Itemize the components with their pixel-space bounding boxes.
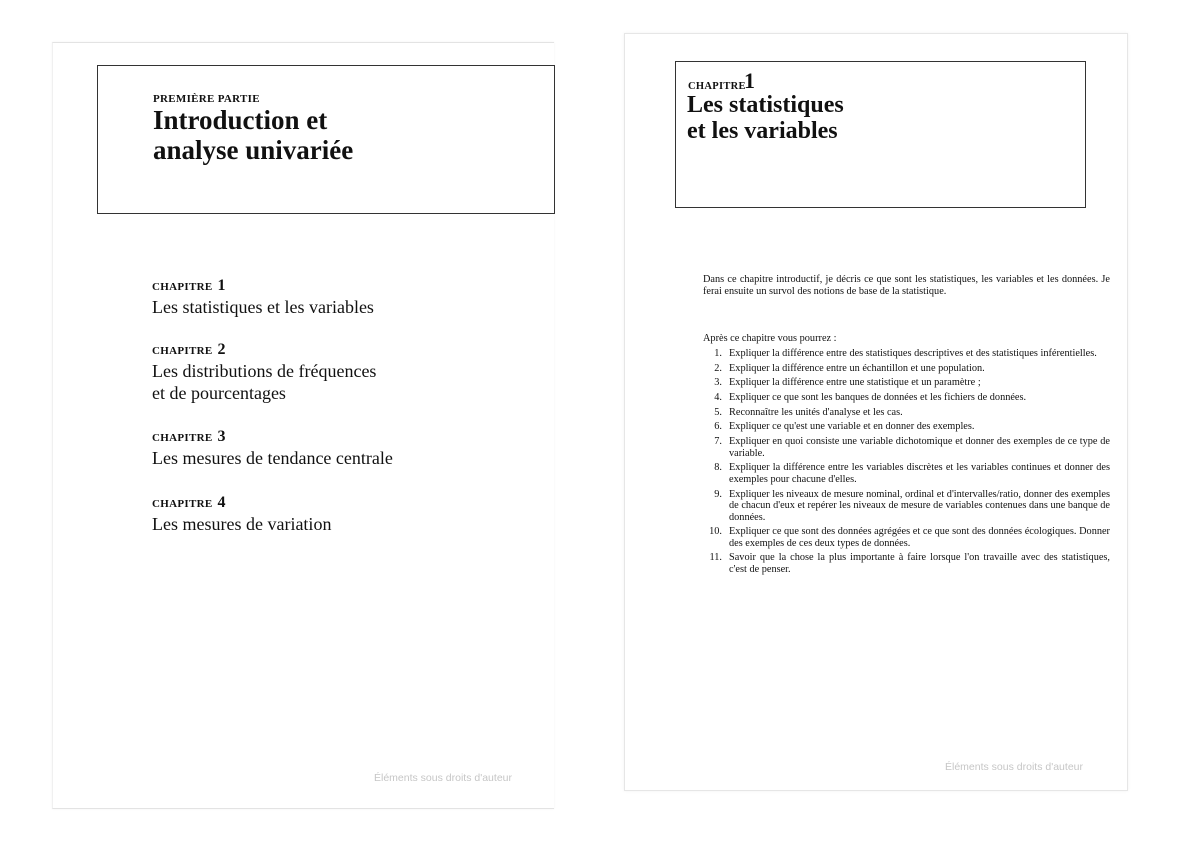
item-number: 1. <box>714 348 722 359</box>
chapter-label-text: CHAPITRE <box>152 281 213 293</box>
copyright-footer: Éléments sous droits d'auteur <box>374 772 512 784</box>
item-number: 7. <box>714 436 722 448</box>
item-number: 9. <box>714 488 722 500</box>
list-item <box>703 407 1110 419</box>
chapter-number: 1 <box>744 68 755 93</box>
toc-title-line-1: Les statistiques et les variables <box>152 297 374 317</box>
part-title-line-2: analyse univariée <box>153 135 354 165</box>
item-number: 6. <box>714 421 722 433</box>
list-item <box>703 348 1110 360</box>
chapter-title-box <box>675 61 1086 208</box>
toc-title-line-2: et de pourcentages <box>152 383 286 403</box>
chapter-title-line-1: Les statistiques <box>687 92 844 118</box>
intro-paragraph: Dans ce chapitre introductif, je décris ce que sont les statistiques, les variables et les données. Je ferai ensuite un survol des notions de base de la statistique. <box>703 274 1110 297</box>
list-item <box>703 489 1110 524</box>
item-text: Expliquer ce que sont les banques de données et les fichiers de données. <box>729 392 1027 404</box>
part-title-line-1: Introduction et <box>153 105 328 135</box>
item-text: Expliquer ce que sont des données agrégées et ce que sont des données écologiques. Donner des exemples de ces deux types de données. <box>729 526 1110 549</box>
part-title-box <box>97 65 555 214</box>
toc-entry-chapter-2 <box>152 343 532 404</box>
toc-chapter-label <box>152 279 532 294</box>
item-text: Savoir que la chose la plus importante à faire lorsque l'on travaille avec des statistiques, c'est de penser. <box>729 552 1110 575</box>
chapter-title-line-2: et les variables <box>687 118 838 144</box>
toc-entry-chapter-3 <box>152 430 532 469</box>
toc-title-line-1: Les mesures de variation <box>152 514 332 534</box>
item-number: 5. <box>714 406 722 418</box>
list-item <box>703 363 1110 375</box>
chapter-number: 2 <box>217 341 226 358</box>
item-number: 3. <box>714 377 722 389</box>
chapter-number: 4 <box>217 494 226 511</box>
list-item <box>703 392 1110 404</box>
item-text: Expliquer la différence entre des statistiques descriptives et des statistiques inférentielles. <box>729 348 1097 359</box>
copyright-footer: Éléments sous droits d'auteur <box>945 761 1083 773</box>
item-text: Expliquer la différence entre un échantillon et une population. <box>729 362 985 374</box>
part-title <box>153 105 533 165</box>
item-text: Expliquer la différence entre les variables discrètes et les variables continues et donner des exemples pour chacune d'elles. <box>729 462 1110 485</box>
chapter-number: 1 <box>217 277 226 294</box>
right-page <box>624 33 1128 791</box>
list-item <box>703 377 1110 389</box>
toc-entry-chapter-4 <box>152 496 532 535</box>
chapter-label-text: CHAPITRE <box>152 432 213 444</box>
list-item <box>703 462 1110 485</box>
toc-title-line-1: Les mesures de tendance centrale <box>152 448 393 468</box>
toc-chapter-title <box>152 296 532 318</box>
list-item <box>703 436 1110 459</box>
objectives-list <box>703 348 1110 579</box>
item-text: Expliquer les niveaux de mesure nominal, ordinal et d'intervalles/ratio, donner des exemples de chacun d'eux et repérer les niveaux de mesure de variables contenues dans une banque de données. <box>729 488 1110 523</box>
list-item <box>703 421 1110 433</box>
list-item <box>703 552 1110 575</box>
toc-chapter-label <box>152 343 532 358</box>
chapter-label: CHAPITRE <box>688 81 746 92</box>
toc-chapter-label <box>152 496 532 511</box>
chapter-number: 3 <box>217 428 226 445</box>
item-number: 11. <box>709 552 722 564</box>
toc-title-line-1: Les distributions de fréquences <box>152 361 377 381</box>
item-number: 8. <box>714 462 722 474</box>
left-page <box>52 42 554 809</box>
list-item <box>703 526 1110 549</box>
chapter-label-text: CHAPITRE <box>152 345 213 357</box>
chapter-label-text: CHAPITRE <box>152 498 213 510</box>
item-text: Expliquer la différence entre une statistique et un paramètre ; <box>729 377 981 389</box>
toc-entry-chapter-1 <box>152 279 532 318</box>
item-text: Reconnaître les unités d'analyse et les cas. <box>729 406 903 418</box>
item-number: 2. <box>714 362 722 374</box>
toc-chapter-title <box>152 513 532 535</box>
item-number: 4. <box>714 392 722 404</box>
item-number: 10. <box>709 526 722 538</box>
toc-chapter-label <box>152 430 532 445</box>
toc-chapter-title <box>152 447 532 469</box>
chapter-title <box>687 92 1067 144</box>
item-text: Expliquer ce qu'est une variable et en donner des exemples. <box>729 421 975 433</box>
part-label: PREMIÈRE PARTIE <box>153 93 260 105</box>
objectives-heading: Après ce chapitre vous pourrez : <box>703 333 837 344</box>
item-text: Expliquer en quoi consiste une variable dichotomique et donner des exemples de ce type de variable. <box>729 436 1110 459</box>
toc-chapter-title <box>152 360 532 404</box>
